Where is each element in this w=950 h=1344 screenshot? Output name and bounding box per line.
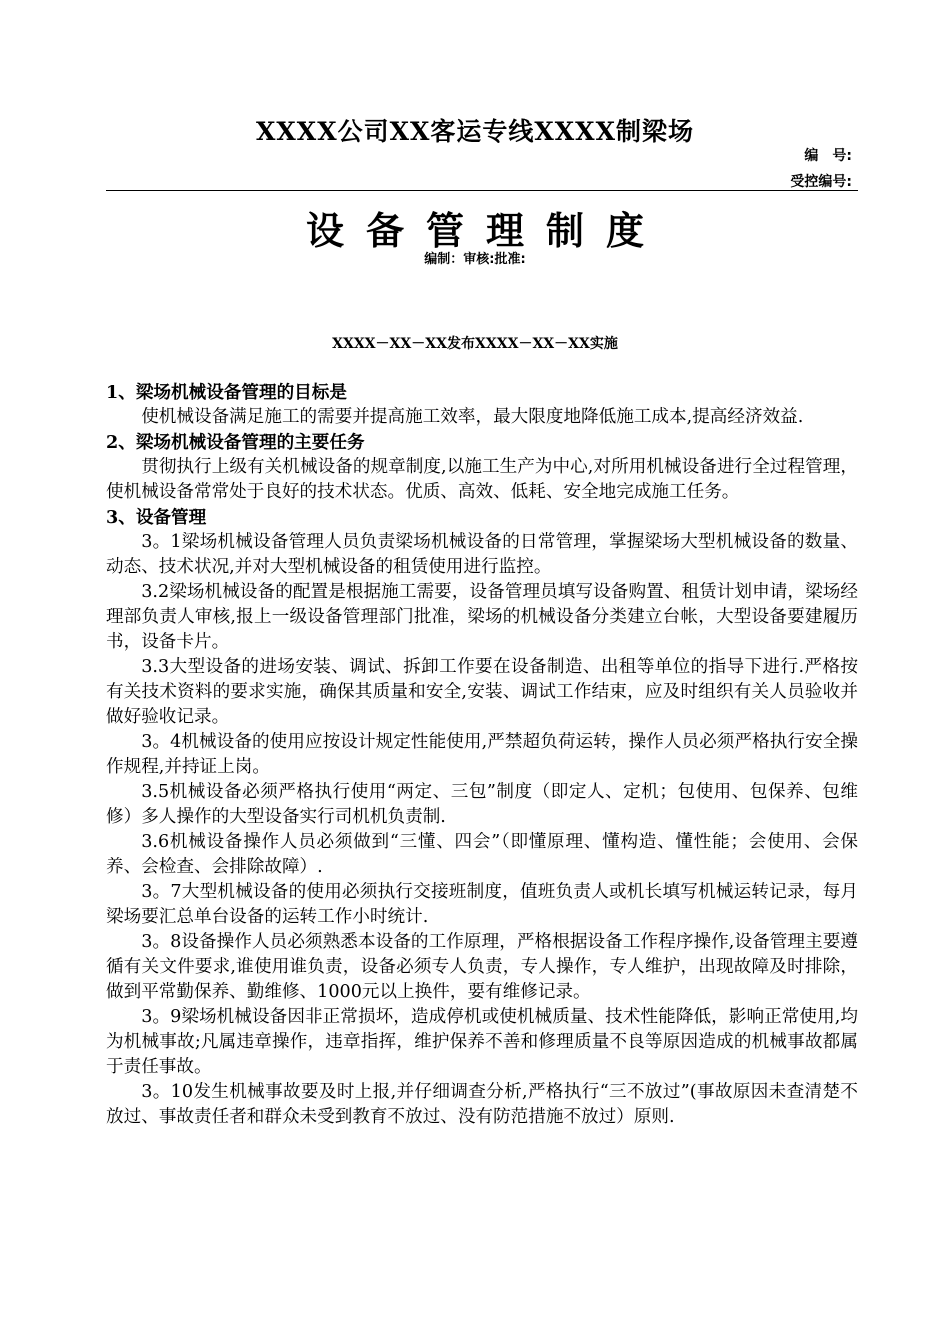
clause-3-2: 3.2梁场机械设备的配置是根据施工需要，设备管理员填写设备购置、租赁计划申请，梁场经理部负责人审核,报上一级设备管理部门批准，梁场的机械设备分类建立台帐，大型设备要建履历书，设备卡片。 — [106, 582, 858, 652]
header-divider — [106, 190, 858, 191]
clause-3-1: 3。1梁场机械设备管理人员负责梁场机械设备的日常管理，掌握梁场大型机械设备的数量、动态、技术状况,并对大型机械设备的租赁使用进行监控。 — [106, 532, 858, 577]
clause-3-8: 3。8设备操作人员必须熟悉本设备的工作原理，严格根据设备工作程序操作,设备管理主要遵循有关文件要求,谁使用谁负责，设备必须专人负责，专人操作，专人维护，出现故障及时排除，做到平常勤保养、勤维修、1000元以上换件，要有维修记录。 — [106, 932, 858, 1002]
approval-line: 编制：审核:批准: — [424, 252, 526, 267]
clause-3-10: 3。10发生机械事故要及时上报,并仔细调查分析,严格执行“三不放过”(事故原因未查清楚不放过、事故责任者和群众未受到教育不放过、没有防范措施不放过）原则. — [106, 1082, 858, 1127]
company-name: XXXX公司XX客运专线XXXX制梁场 — [256, 117, 694, 146]
document-title: 设备管理制度 — [305, 209, 666, 253]
section-heading: 3、设备管理 — [106, 507, 207, 528]
document-number-label: 编 号: — [804, 148, 852, 164]
section-goal — [106, 380, 858, 430]
control-number-label: 受控编号: — [790, 174, 852, 190]
clause-3-9: 3。9梁场机械设备因非正常损坏，造成停机或使机械质量、技术性能降低，影响正常使用,均为机械事故;凡属违章操作，违章指挥，维护保养不善和修理质量不良等原因造成的机械事故都属于责任事故。 — [106, 1007, 858, 1077]
section-equipment-management — [106, 505, 858, 1130]
document-body — [106, 380, 858, 1130]
section-paragraph: 使机械设备满足施工的需要并提高施工效率，最大限度地降低施工成本,提高经济效益. — [141, 407, 804, 427]
clause-3-3: 3.3大型设备的进场安装、调试、拆卸工作要在设备制造、出租等单位的指导下进行.严格按有关技术资料的要求实施，确保其质量和安全,安装、调试工作结束，应及时组织有关人员验收并做好验收记录。 — [106, 657, 858, 727]
section-tasks — [106, 430, 858, 505]
clause-3-6: 3.6机械设备操作人员必须做到“三懂、四会”（即懂原理、懂构造、懂性能；会使用、会保养、会检查、会排除故障）. — [106, 832, 858, 877]
clause-3-5: 3.5机械设备必须严格执行使用“两定、三包”制度（即定人、定机；包使用、包保养、包维修）多人操作的大型设备实行司机机负责制. — [106, 782, 858, 827]
section-heading: 1、梁场机械设备管理的目标是 — [106, 382, 347, 403]
publish-dates: XXXX－XX－XX发布XXXX－XX－XX实施 — [332, 336, 618, 352]
clause-3-4: 3。4机械设备的使用应按设计规定性能使用,严禁超负荷运转，操作人员必须严格执行安全操作规程,并持证上岗。 — [106, 732, 858, 777]
section-paragraph: 贯彻执行上级有关机械设备的规章制度,以施工生产为中心,对所用机械设备进行全过程管理，使机械设备常常处于良好的技术状态。优质、高效、低耗、安全地完成施工任务。 — [106, 457, 858, 502]
section-heading: 2、梁场机械设备管理的主要任务 — [106, 432, 365, 453]
clause-3-7: 3。7大型机械设备的使用必须执行交接班制度，值班负责人或机长填写机械运转记录，每月梁场要汇总单台设备的运转工作小时统计. — [106, 882, 858, 927]
